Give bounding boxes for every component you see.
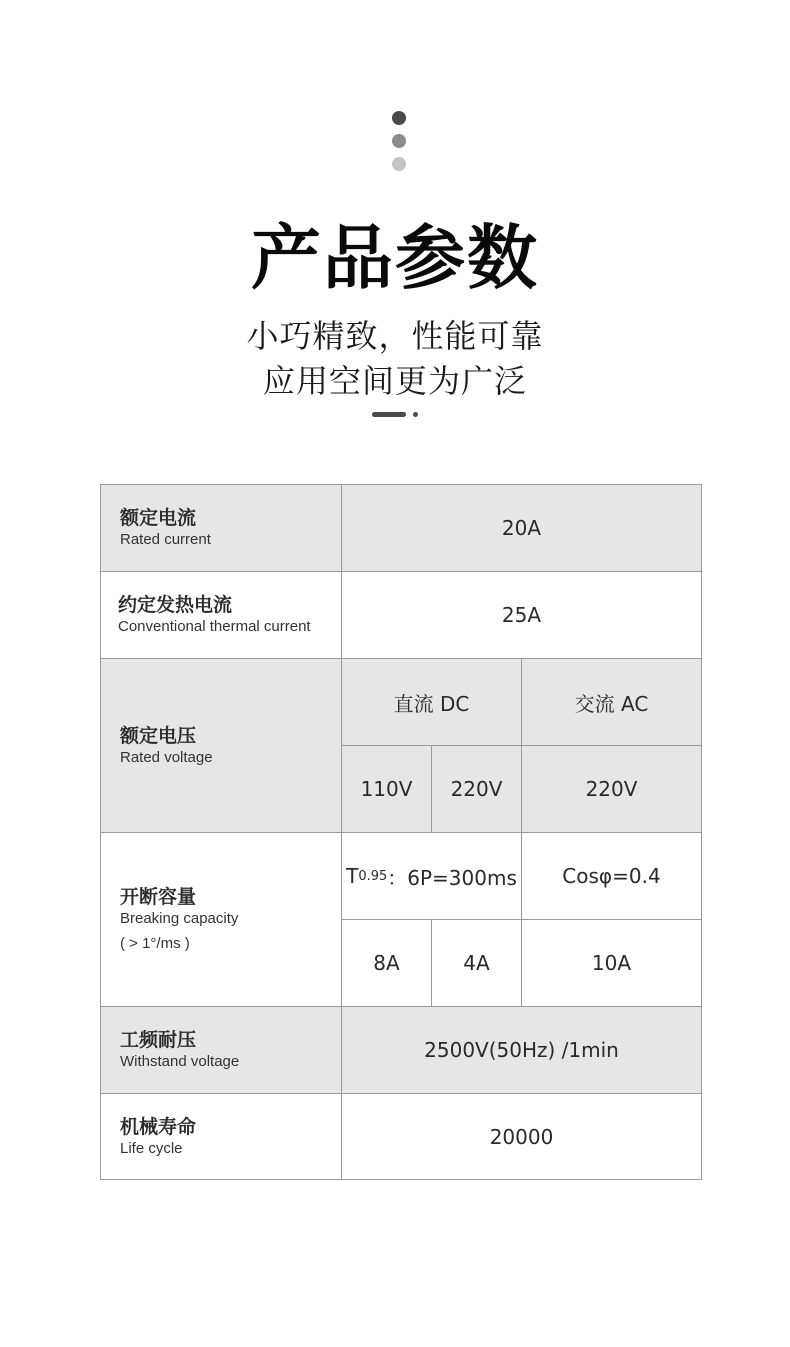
- subtitle-line-1: 小巧精致，性能可靠: [246, 317, 544, 355]
- thermal-current-label-en: Conventional thermal current: [118, 618, 311, 635]
- withstand-voltage-label-cell: [100, 1006, 342, 1094]
- breaking-capacity-label-cell: [100, 832, 342, 1007]
- rated-voltage-label-zh: 额定电压: [120, 724, 197, 747]
- page-title: 产品参数: [251, 217, 539, 299]
- ac-header: 交流 AC: [521, 658, 702, 746]
- rated-current-label-zh: 额定电流: [120, 507, 197, 529]
- dc-condition-prefix: T: [346, 864, 359, 888]
- withstand-voltage-label-zh: 工频耐压: [120, 1029, 197, 1051]
- rated-current-label-cell: [100, 484, 342, 572]
- underline-dot: [413, 412, 418, 417]
- rated-voltage-dc-220: 220V: [431, 745, 522, 833]
- rated-voltage-dc-110: 110V: [341, 745, 432, 833]
- subtitle-line-2: 应用空间更为广泛: [262, 362, 527, 400]
- dc-header: 直流 DC: [341, 658, 522, 746]
- decorative-dots: [392, 111, 408, 180]
- breaking-capacity-label-en: Breaking capacity: [120, 909, 239, 927]
- spec-table: [100, 484, 702, 1180]
- breaking-ac-220: 10A: [521, 919, 702, 1007]
- life-cycle-label-en: Life cycle: [120, 1139, 183, 1157]
- thermal-current-value: 25A: [341, 571, 702, 659]
- dc-condition-sub: 0.95: [358, 868, 388, 884]
- rated-current-label-en: Rated current: [120, 531, 211, 548]
- breaking-capacity-label-zh: 开断容量: [120, 885, 197, 908]
- life-cycle-label-cell: [100, 1093, 342, 1180]
- thermal-current-label-cell: [100, 571, 342, 659]
- underline-bar: [372, 412, 406, 417]
- withstand-voltage-value: 2500V(50Hz) /1min: [341, 1006, 702, 1094]
- breaking-capacity-label-note: ( > 1°/ms ): [120, 934, 190, 952]
- rated-voltage-label-cell: [100, 658, 342, 833]
- breaking-dc-220: 4A: [431, 919, 522, 1007]
- rated-voltage-ac-220: 220V: [521, 745, 702, 833]
- dot-dark: [392, 111, 406, 125]
- rated-voltage-label-en: Rated voltage: [120, 748, 213, 766]
- breaking-ac-condition: Cosφ=0.4: [521, 832, 702, 920]
- dot-medium: [392, 134, 406, 148]
- life-cycle-label-zh: 机械寿命: [120, 1115, 197, 1138]
- withstand-voltage-label-en: Withstand voltage: [120, 1053, 240, 1070]
- dot-light: [392, 157, 406, 171]
- breaking-dc-condition: [341, 832, 522, 920]
- dc-condition-rest: ：6P=300ms: [387, 865, 517, 890]
- rated-current-value: 20A: [341, 484, 702, 572]
- breaking-dc-110: 8A: [341, 919, 432, 1007]
- thermal-current-label-zh: 约定发热电流: [118, 594, 233, 616]
- life-cycle-value: 20000: [341, 1093, 702, 1180]
